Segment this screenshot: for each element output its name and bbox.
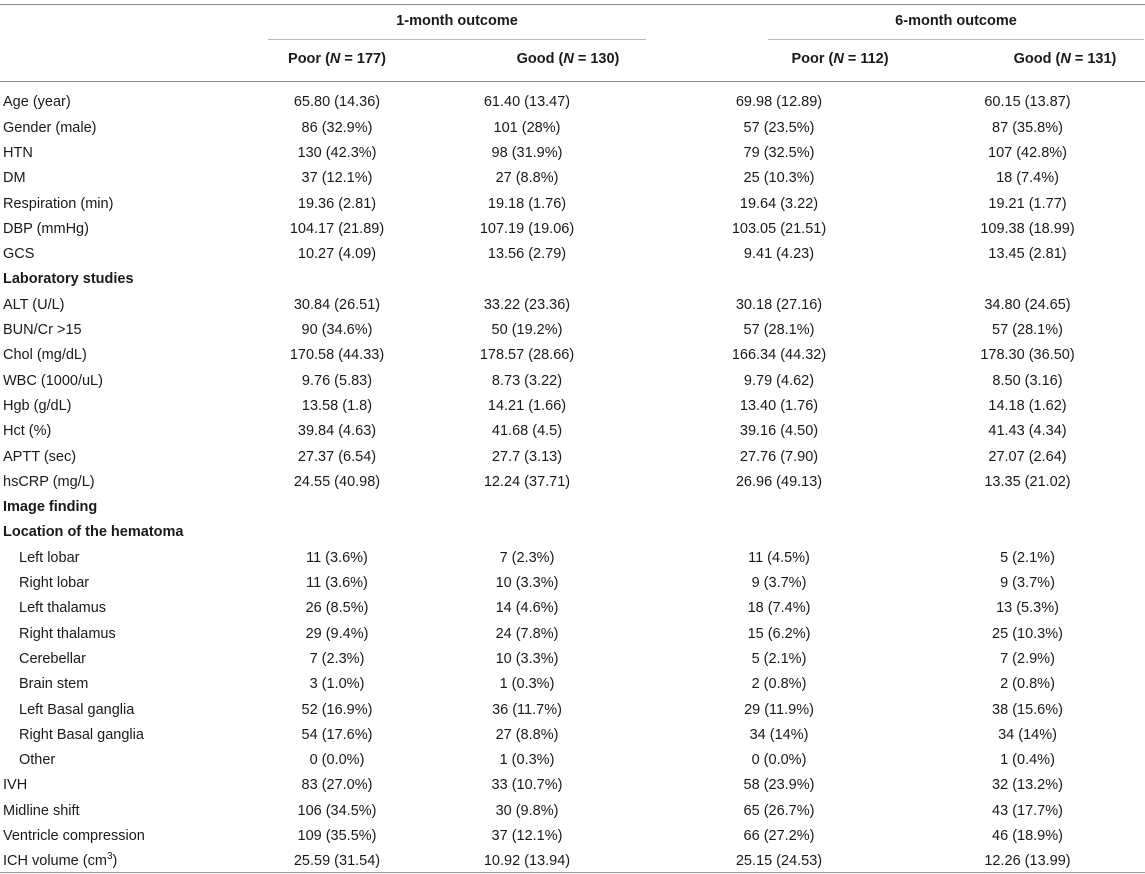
row-label-text: DBP (mmHg) <box>3 220 89 237</box>
section-heading <box>0 520 268 545</box>
cell-6m-good: 19.21 (1.77) <box>988 195 1067 212</box>
cell-1m-good: 41.68 (4.5) <box>491 423 563 440</box>
row-label <box>0 647 268 672</box>
table-row <box>0 849 1145 874</box>
table-row <box>0 267 1145 292</box>
table-row <box>0 419 1145 444</box>
cell-1m-poor: 30.84 (26.51) <box>293 296 381 313</box>
cell-6m-poor: 103.05 (21.51) <box>731 220 827 237</box>
cell-6m-poor: 9.41 (4.23) <box>743 246 815 263</box>
table-row <box>0 748 1145 773</box>
cell-1m-good: 10.92 (13.94) <box>483 853 571 870</box>
cell-1m-good: 27 (8.8%) <box>495 170 559 187</box>
cell-6m-good: 14.18 (1.62) <box>988 397 1067 414</box>
cell-1m-good: 101 (28%) <box>493 119 561 136</box>
row-label-text: Respiration (min) <box>3 195 114 212</box>
row-label-text: Left thalamus <box>19 600 107 617</box>
cell-1m-poor: 10.27 (4.09) <box>297 246 377 263</box>
row-label-text: Hgb (g/dL) <box>3 397 72 414</box>
row-label <box>0 419 268 444</box>
row-label-text: Other <box>19 752 56 769</box>
row-label <box>0 722 268 747</box>
cell-6m-good: 38 (15.6%) <box>992 701 1063 718</box>
table-row <box>0 798 1145 823</box>
table-row <box>0 495 1145 520</box>
table-row <box>0 318 1145 343</box>
row-label-text: Right thalamus <box>19 625 116 642</box>
cell-1m-good: 13.56 (2.79) <box>487 246 567 263</box>
row-label <box>0 697 268 722</box>
row-label <box>0 596 268 621</box>
cell-1m-good: 14 (4.6%) <box>495 600 559 617</box>
cell-6m-good: 34.80 (24.65) <box>984 296 1071 313</box>
cell-1m-poor: 11 (3.6%) <box>306 575 368 592</box>
table-row <box>0 115 1145 140</box>
cell-1m-good <box>406 495 648 520</box>
cell-6m-good: 1 (0.4%) <box>1000 752 1055 769</box>
table-row <box>0 545 1145 570</box>
table-row <box>0 773 1145 798</box>
cell-1m-poor: 11 (3.6%) <box>306 549 368 566</box>
row-label <box>0 141 268 166</box>
table-body <box>0 90 1145 874</box>
cell-1m-good: 61.40 (13.47) <box>483 94 571 111</box>
cell-6m-poor: 0 (0.0%) <box>751 752 807 769</box>
table-row <box>0 697 1145 722</box>
cell-6m-poor: 19.64 (3.22) <box>739 195 819 212</box>
cell-6m-good: 8.50 (3.16) <box>992 372 1063 389</box>
row-label-superscript: 3 <box>106 851 113 863</box>
row-label <box>0 242 268 267</box>
cell-6m-good <box>910 495 1145 520</box>
cell-6m-poor: 5 (2.1%) <box>751 650 807 667</box>
cell-6m-poor: 18 (7.4%) <box>747 600 811 617</box>
cell-6m-poor <box>648 267 910 292</box>
row-label-text: IVH <box>3 777 28 794</box>
group-header-1-month: 1-month outcome <box>396 13 518 29</box>
row-label <box>0 672 268 697</box>
table-row <box>0 722 1145 747</box>
cell-1m-good: 37 (12.1%) <box>491 828 563 844</box>
row-label-text: DM <box>3 170 26 187</box>
cell-6m-poor: 30.18 (27.16) <box>735 296 823 313</box>
cell-6m-good: 25 (10.3%) <box>992 625 1063 642</box>
table-row <box>0 166 1145 191</box>
row-label <box>0 292 268 317</box>
cell-1m-poor: 104.17 (21.89) <box>289 220 385 237</box>
cell-6m-good: 34 (14%) <box>998 726 1057 743</box>
row-label-text: Midline shift <box>3 802 80 819</box>
table-row <box>0 520 1145 545</box>
cell-6m-poor: 9.79 (4.62) <box>743 372 815 389</box>
cell-1m-poor: 39.84 (4.63) <box>297 423 377 440</box>
cell-6m-poor: 57 (28.1%) <box>743 322 815 339</box>
cell-6m-poor: 25.15 (24.53) <box>735 853 823 870</box>
cell-1m-poor: 83 (27.0%) <box>301 777 373 794</box>
table-row <box>0 444 1145 469</box>
cell-6m-poor: 9 (3.7%) <box>751 575 807 592</box>
group-underline-1-month <box>268 39 646 40</box>
cell-1m-poor: 27.37 (6.54) <box>297 448 377 465</box>
column-header-6m-poor: Poor (N = 112) <box>791 51 889 67</box>
cell-6m-poor: 34 (14%) <box>749 726 809 743</box>
cell-6m-good <box>910 520 1145 545</box>
cell-6m-good: 12.26 (13.99) <box>984 853 1071 870</box>
cell-6m-good: 13.45 (2.81) <box>988 246 1067 263</box>
cell-6m-good: 13.35 (21.02) <box>984 473 1071 490</box>
cell-6m-poor: 2 (0.8%) <box>751 676 807 693</box>
cell-1m-poor: 52 (16.9%) <box>301 701 373 718</box>
table-row <box>0 672 1145 697</box>
row-label <box>0 444 268 469</box>
row-label <box>0 773 268 798</box>
row-label <box>0 166 268 191</box>
cell-1m-good: 19.18 (1.76) <box>487 195 567 212</box>
row-label-text: ICH volume (cm <box>3 853 107 870</box>
row-label-text: Left Basal ganglia <box>19 701 135 718</box>
cell-6m-poor <box>648 520 910 545</box>
table-row <box>0 596 1145 621</box>
cell-1m-poor: 65.80 (14.36) <box>293 94 381 111</box>
row-label-text: Gender (male) <box>3 119 97 136</box>
cell-6m-good: 46 (18.9%) <box>992 828 1063 844</box>
column-header-1m-good: Good (N = 130) <box>516 51 620 67</box>
header-bottom-rule <box>0 81 1145 82</box>
table-row <box>0 368 1145 393</box>
cell-6m-poor: 26.96 (49.13) <box>735 473 823 490</box>
cell-6m-good: 32 (13.2%) <box>992 777 1063 794</box>
cell-6m-good <box>910 267 1145 292</box>
cell-1m-poor: 86 (32.9%) <box>301 119 373 136</box>
cell-1m-good: 107.19 (19.06) <box>479 220 575 237</box>
row-label-text: Left lobar <box>19 549 80 566</box>
row-label <box>0 621 268 646</box>
cell-6m-poor: 79 (32.5%) <box>743 144 815 161</box>
table-row <box>0 469 1145 494</box>
table-bottom-rule <box>0 872 1145 873</box>
cell-1m-good: 8.73 (3.22) <box>491 372 563 389</box>
cell-6m-poor: 29 (11.9%) <box>744 701 814 718</box>
cell-6m-good: 2 (0.8%) <box>1000 676 1055 693</box>
cell-6m-good: 9 (3.7%) <box>1000 575 1055 592</box>
cell-1m-poor: 9.76 (5.83) <box>301 372 373 389</box>
row-label-text: HTN <box>3 144 33 161</box>
section-heading <box>0 495 268 520</box>
cell-6m-poor: 58 (23.9%) <box>743 777 815 794</box>
row-label-tail: ) <box>112 853 118 870</box>
cell-1m-poor: 29 (9.4%) <box>305 625 369 642</box>
table-row <box>0 292 1145 317</box>
row-label <box>0 571 268 596</box>
cell-1m-good: 33 (10.7%) <box>491 777 563 794</box>
cell-1m-good: 10 (3.3%) <box>495 650 559 667</box>
row-label-text: APTT (sec) <box>3 448 77 465</box>
column-header-1m-poor: Poor (N = 177) <box>288 51 386 67</box>
cell-6m-good: 60.15 (13.87) <box>984 94 1071 111</box>
cell-6m-good: 109.38 (18.99) <box>980 220 1075 237</box>
table-row <box>0 216 1145 241</box>
table-row <box>0 242 1145 267</box>
row-label <box>0 469 268 494</box>
cell-1m-good: 10 (3.3%) <box>495 575 559 592</box>
cell-6m-poor: 69.98 (12.89) <box>735 94 823 111</box>
row-label <box>0 798 268 823</box>
cell-6m-good: 13 (5.3%) <box>996 600 1059 617</box>
row-label-text: Brain stem <box>19 676 89 693</box>
cell-1m-poor: 3 (1.0%) <box>309 676 365 693</box>
cell-1m-poor: 170.58 (44.33) <box>289 347 385 364</box>
table-row <box>0 824 1145 849</box>
table-row <box>0 621 1145 646</box>
table-top-rule <box>0 4 1145 5</box>
cell-6m-good: 41.43 (4.34) <box>988 423 1067 440</box>
cell-1m-good: 12.24 (37.71) <box>483 473 571 490</box>
cell-1m-good: 36 (11.7%) <box>492 701 562 718</box>
cell-6m-good: 107 (42.8%) <box>988 144 1067 161</box>
cell-1m-good: 1 (0.3%) <box>499 676 555 693</box>
cell-1m-good: 30 (9.8%) <box>495 802 559 819</box>
cell-1m-poor <box>268 520 406 545</box>
row-label-text: WBC (1000/uL) <box>3 372 103 389</box>
cell-1m-good: 27 (8.8%) <box>495 726 559 743</box>
table-row <box>0 647 1145 672</box>
cell-6m-good: 27.07 (2.64) <box>988 448 1067 465</box>
table-row <box>0 343 1145 368</box>
row-label-text: Right Basal ganglia <box>19 726 144 743</box>
cell-6m-poor: 13.40 (1.76) <box>739 397 819 414</box>
cell-1m-good: 14.21 (1.66) <box>487 397 567 414</box>
cell-6m-good: 7 (2.9%) <box>1000 650 1055 667</box>
row-label <box>0 90 268 115</box>
cell-6m-poor: 11 (4.5%) <box>748 549 810 566</box>
table-row <box>0 90 1145 115</box>
cell-6m-poor: 15 (6.2%) <box>747 625 811 642</box>
column-header-6m-good: Good (N = 131) <box>1013 51 1117 67</box>
cell-1m-good: 27.7 (3.13) <box>491 448 563 465</box>
cell-1m-good: 178.57 (28.66) <box>479 347 575 364</box>
cell-6m-poor: 166.34 (44.32) <box>731 347 827 364</box>
row-label-text: Right lobar <box>19 575 90 592</box>
row-label <box>0 343 268 368</box>
row-label-text: Hct (%) <box>3 423 52 440</box>
row-label-text: ALT (U/L) <box>3 296 65 313</box>
row-label-text: hsCRP (mg/L) <box>3 473 95 490</box>
cell-6m-good: 57 (28.1%) <box>992 322 1063 339</box>
row-label <box>0 748 268 773</box>
row-label-text: Cerebellar <box>19 650 86 667</box>
cell-1m-good: 98 (31.9%) <box>491 144 563 161</box>
group-header-6-month: 6-month outcome <box>895 13 1017 29</box>
cell-1m-poor: 25.59 (31.54) <box>293 853 381 870</box>
row-label-text: Age (year) <box>3 94 71 111</box>
cell-6m-good: 87 (35.8%) <box>992 119 1063 136</box>
row-label-text: Laboratory studies <box>3 271 134 288</box>
row-label <box>0 368 268 393</box>
table-row <box>0 394 1145 419</box>
row-label-text: GCS <box>3 246 35 263</box>
cell-1m-poor: 0 (0.0%) <box>309 752 365 769</box>
cell-6m-good: 18 (7.4%) <box>996 170 1059 187</box>
row-label <box>0 216 268 241</box>
cell-6m-poor: 66 (27.2%) <box>743 828 815 844</box>
cell-1m-poor <box>268 495 406 520</box>
table-row <box>0 191 1145 216</box>
cell-1m-good: 1 (0.3%) <box>499 752 555 769</box>
cell-1m-poor: 7 (2.3%) <box>309 650 365 667</box>
cell-6m-poor: 39.16 (4.50) <box>739 423 819 440</box>
cell-1m-good: 7 (2.3%) <box>499 549 555 566</box>
cell-1m-good: 24 (7.8%) <box>495 625 559 642</box>
section-heading <box>0 267 268 292</box>
cell-1m-poor: 109 (35.5%) <box>297 828 377 844</box>
row-label-text: Location of the hematoma <box>3 524 184 541</box>
group-underline-6-month <box>768 39 1144 40</box>
row-label <box>0 849 268 874</box>
row-label-text: Ventricle compression <box>3 828 145 844</box>
row-label <box>0 545 268 570</box>
row-label-text: Chol (mg/dL) <box>3 347 87 364</box>
row-label <box>0 394 268 419</box>
cell-6m-poor: 25 (10.3%) <box>743 170 815 187</box>
row-label <box>0 115 268 140</box>
table-row <box>0 571 1145 596</box>
row-label-text: Image finding <box>3 499 98 516</box>
cell-6m-poor: 65 (26.7%) <box>743 802 815 819</box>
cell-6m-poor <box>648 495 910 520</box>
cell-1m-poor: 130 (42.3%) <box>297 144 377 161</box>
cell-1m-poor: 26 (8.5%) <box>305 600 369 617</box>
row-label <box>0 824 268 849</box>
table-row <box>0 141 1145 166</box>
cell-6m-good: 178.30 (36.50) <box>980 347 1075 364</box>
cell-1m-poor: 19.36 (2.81) <box>297 195 377 212</box>
cell-1m-good <box>406 267 648 292</box>
cell-1m-good <box>406 520 648 545</box>
cell-1m-poor <box>268 267 406 292</box>
cell-1m-good: 50 (19.2%) <box>491 322 563 339</box>
cell-1m-poor: 37 (12.1%) <box>301 170 373 187</box>
cell-1m-poor: 90 (34.6%) <box>301 322 373 339</box>
row-label-text: BUN/Cr >15 <box>3 322 82 339</box>
row-label <box>0 318 268 343</box>
cell-6m-poor: 57 (23.5%) <box>743 119 815 136</box>
cell-6m-poor: 27.76 (7.90) <box>739 448 819 465</box>
cell-6m-good: 5 (2.1%) <box>1000 549 1055 566</box>
cell-6m-good: 43 (17.7%) <box>992 802 1063 819</box>
cell-1m-poor: 24.55 (40.98) <box>293 473 381 490</box>
cell-1m-poor: 54 (17.6%) <box>301 726 373 743</box>
cell-1m-good: 33.22 (23.36) <box>483 296 571 313</box>
cell-1m-poor: 106 (34.5%) <box>297 802 377 819</box>
row-label <box>0 191 268 216</box>
cell-1m-poor: 13.58 (1.8) <box>301 397 373 414</box>
